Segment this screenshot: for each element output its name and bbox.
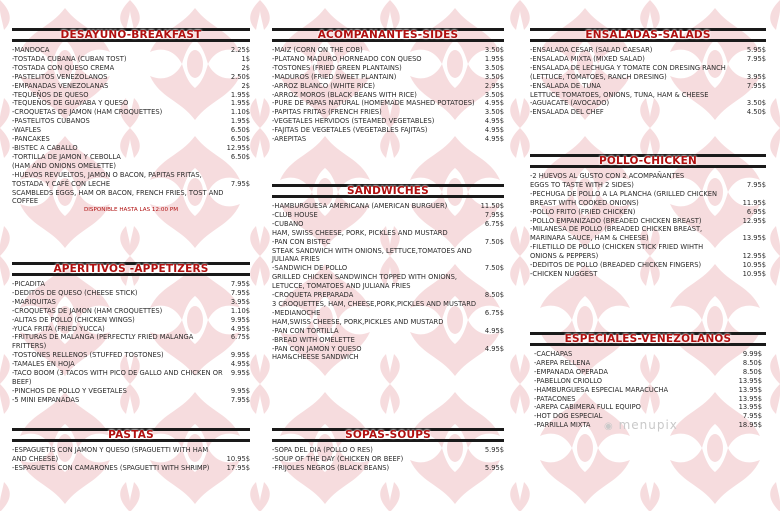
menu-item	[272, 264, 504, 273]
item-price: 13.95$	[738, 394, 762, 403]
item-price: 9.95$	[230, 351, 250, 360]
menu-item	[12, 464, 250, 473]
item-price: 7.95$	[230, 288, 250, 297]
item-name: -PURE DE PAPAS NATURAL (HOMEMADE MASHED POTATOES)	[272, 99, 475, 108]
item-name: -POLLO FRITO (FRIED CHICKEN)	[530, 207, 636, 216]
item-price: 3.50$	[484, 108, 504, 117]
item-price: 3.50$	[484, 72, 504, 81]
item-name: -PABELLON CRIOLLO	[534, 376, 603, 385]
menu-item	[12, 446, 250, 455]
menu-item	[534, 350, 762, 359]
item-name: -ESPAGUETIS CON CAMARONES (SPAGUETTI WITH SHRIMP)	[12, 463, 210, 472]
sandwiches-items	[272, 202, 504, 362]
menu-item	[12, 316, 250, 325]
menu-item	[272, 247, 504, 256]
item-name: -PAN CON JAMON Y QUESO	[272, 344, 362, 353]
item-name: -HAMBURGUESA ESPECIAL MARACUCHA	[534, 385, 669, 394]
item-price: 5.95$	[484, 446, 504, 454]
menu-item	[12, 289, 250, 298]
item-name: 3 CROQUETTES, HAM, CHEESE,PORK,PICKLES AND MUSTARD	[272, 299, 477, 308]
menu-item	[272, 255, 504, 264]
menu-item	[272, 300, 504, 309]
availability-note: DISPONIBLE HASTA LAS 12:00 PM	[83, 207, 179, 214]
item-name: -PASTELITOS VENEZOLANOS	[12, 72, 108, 81]
item-name: -PASTELITOS CUBANOS	[12, 117, 90, 126]
menu-item	[272, 117, 504, 126]
item-name: SCAMBLEDS EGGS, HAM OR BACON, FRENCH FRIES, TOST AND COFFEE	[12, 188, 224, 206]
item-name: -2 HUEVOS AL GUSTO CON 2 ACOMPAÑANTES	[530, 172, 685, 180]
breakfast-section	[12, 28, 250, 215]
menu-item	[272, 345, 504, 354]
item-name: -EMPANADAS VENEZOLANAS	[12, 81, 109, 90]
item-price: 8.50$	[484, 291, 504, 300]
item-price: 11.95$	[742, 198, 766, 207]
item-name: STEAK SANDWICH WITH ONIONS, LETTUCE,TOMATOES AND	[272, 246, 472, 255]
menu-item	[534, 386, 762, 395]
item-price: 13.95$	[738, 376, 762, 385]
item-price: 7.95$	[746, 81, 766, 90]
menu-item	[272, 336, 504, 345]
item-name: -CUBANO	[272, 219, 304, 228]
item-name: -MILANESA DE POLLO (BREADED CHICKEN BREAST,	[530, 225, 703, 234]
item-name: -MARIQUITAS	[12, 297, 56, 306]
menu-item	[272, 55, 504, 64]
item-name: BREAST WITH COOKED ONIONS)	[530, 198, 639, 207]
menu-item	[12, 82, 250, 91]
specials-section	[530, 332, 766, 430]
item-price: 7.95$	[230, 395, 250, 404]
menu-item	[272, 318, 504, 327]
item-name: -TORTILLA DE JAMON Y CEBOLLA	[12, 152, 121, 161]
item-name: -CROQUETAS DE JAMON (HAM CROQUETTES)	[12, 108, 163, 117]
pastas-header	[12, 428, 250, 442]
item-name: -POLLO EMPANIZADO (BREADED CHICKEN BREAST)	[530, 216, 702, 225]
salads-section	[530, 28, 766, 117]
menu-item	[272, 73, 504, 82]
item-name: -PLATANO MADURO HORNEADO CON QUESO	[272, 54, 422, 63]
sandwiches-header	[272, 184, 504, 198]
item-price: 5.95$	[484, 463, 504, 472]
item-name: LETTUCE TOMATOES, ONIONS, TUNA, HAM & CHEESE	[530, 90, 709, 99]
menu-item	[530, 55, 766, 64]
menu-item	[272, 291, 504, 300]
item-name: -FRITURAS DE MALANGA (PERFECTLY FRIED MALANGA FRITTERS)	[12, 333, 194, 351]
menu-item	[272, 99, 504, 108]
item-name: -DEDITOS DE QUESO (CHEESE STICK)	[12, 288, 138, 297]
item-price: 11.50$	[480, 202, 504, 210]
item-price: 10.95$	[742, 269, 766, 278]
menu-item	[272, 273, 504, 282]
item-price: 18.95$	[738, 421, 762, 430]
menu-item	[530, 270, 766, 279]
menu-item	[530, 190, 766, 199]
item-price: 10.95$	[226, 454, 250, 463]
item-name: -ARROZ BLANCO (WHITE RICE)	[272, 81, 375, 90]
menu-item	[272, 91, 504, 100]
appetizers-items	[12, 280, 250, 405]
item-name: -MEDIANOCHE	[272, 308, 321, 317]
item-name: -FILETILLO DE POLLO (CHICKEN STICK FRIED WIHTH	[530, 243, 704, 252]
item-name: -CLUB HOUSE	[272, 210, 318, 219]
item-price: 17.95$	[226, 463, 250, 472]
menu-item	[530, 99, 766, 108]
item-name: -ENSALADA DE LECHUGA Y TOMATE CON DRESING RANCH	[530, 63, 726, 72]
item-name: -TOSTADA CON QUESO CREMA	[12, 63, 115, 72]
item-price: 3.50$	[484, 63, 504, 72]
chicken-items	[530, 172, 766, 279]
sandwiches-section	[272, 184, 504, 362]
menu-item	[12, 171, 250, 180]
item-name: -CACHAPAS	[534, 350, 573, 358]
item-price: 8.50$	[742, 367, 762, 376]
menu-item	[12, 46, 250, 55]
item-name: HAM, SWISS CHEESE, PORK, PICKLES AND MUSTARD	[272, 228, 448, 237]
item-name: -TEQUEÑOS DE QUESO	[12, 90, 89, 99]
breakfast-header	[12, 28, 250, 42]
salads-header	[530, 28, 766, 42]
menu-item	[12, 351, 250, 360]
item-name: -PAN CON BISTEC	[272, 237, 331, 246]
item-name: -TACO BOOM (3 TACOS WITH PICO DE GALLO AND CHICKEN OR BEEF)	[12, 369, 223, 386]
chicken-header	[530, 154, 766, 168]
watermark-text: menupix	[618, 418, 678, 432]
menu-item	[272, 446, 504, 455]
section-title: ESPECIALES-VENEZOLANOS	[564, 333, 732, 345]
item-name: -DEDITOS DE POLLO (BREADED CHICKEN FINGERS)	[530, 261, 702, 270]
item-name: EGGS TO TASTE WITH 2 SIDES)	[530, 180, 634, 189]
item-name: JULIANA FRIES	[272, 255, 320, 264]
item-name: -TAMALES EN HOJA	[12, 360, 75, 369]
menu-item	[272, 64, 504, 73]
specials-header	[530, 332, 766, 346]
item-name: -TOSTADA CUBANA (CUBAN TOST)	[12, 54, 127, 63]
item-name: -PAPITAS FRITAS (FRENCH FRIES)	[272, 108, 382, 117]
menu-item	[12, 55, 250, 64]
menu-item	[530, 208, 766, 217]
appetizers-section	[12, 262, 250, 405]
item-price: 4.95$	[484, 344, 504, 353]
soups-section	[272, 428, 504, 473]
menu-item	[530, 108, 766, 117]
item-price: 4.50$	[746, 108, 766, 117]
item-price: 3.50$	[484, 46, 504, 54]
section-title: DESAYUNO-BREAKFAST	[60, 29, 202, 41]
section-title: ENSALADAS-SALADS	[585, 29, 711, 41]
item-price: 7.95$	[230, 179, 250, 188]
item-name: -AREPA CABIMERA FULL EQUIPO	[534, 403, 641, 412]
camera-icon: ◉	[604, 421, 614, 432]
section-title: SANDWICHES	[347, 185, 429, 197]
item-price: 5.95$	[746, 46, 766, 54]
item-name: -MADUROS (FRIED SWEET PLANTAIN)	[272, 72, 397, 81]
menu-item	[530, 261, 766, 270]
item-price: 3.50$	[746, 99, 766, 108]
item-price: 4.95$	[484, 326, 504, 335]
item-price: 6.75$	[230, 333, 250, 342]
pastas-items	[12, 446, 250, 473]
item-price: 1.10$	[230, 306, 250, 315]
item-name: -AGUACATE (AVOCADO)	[530, 99, 610, 108]
item-name: -FAJITAS DE VEGETALES (VEGETABLES FAJITAS)	[272, 126, 428, 135]
sides-header	[272, 28, 504, 42]
menu-item	[12, 117, 250, 126]
menu-item	[530, 181, 766, 190]
menu-item	[12, 189, 250, 207]
item-name: -CHICKEN NUGGEST	[530, 269, 598, 278]
item-price: 10.95$	[742, 261, 766, 270]
menu-item	[272, 353, 504, 362]
item-price: 4.95$	[484, 99, 504, 108]
menu-item	[530, 217, 766, 226]
breakfast-items	[12, 46, 250, 206]
item-price: 7.95$	[746, 180, 766, 189]
item-price: 7.95$	[746, 54, 766, 63]
item-name: -TOSTONES RELLENOS (STUFFED TOSTONES)	[12, 351, 164, 360]
menu-item	[530, 64, 766, 73]
soups-header	[272, 428, 504, 442]
item-name: HAM&CHEESE SANDWICH	[272, 353, 359, 362]
menu-item	[272, 202, 504, 211]
item-price: 9.95$	[230, 315, 250, 324]
item-price: 6.95$	[746, 207, 766, 216]
item-price: 6.50$	[230, 152, 250, 161]
item-price: 2.95$	[484, 81, 504, 90]
item-name: -PECHUGA DE POLLO A LA PLANCHA (GRILLED CHICKEN	[530, 189, 718, 198]
menu-item	[272, 108, 504, 117]
menu-item	[530, 225, 766, 234]
item-price: 2.25$	[230, 46, 250, 54]
menu-item	[530, 172, 766, 181]
item-name: TOSTADA Y CAFÉ CON LECHE	[12, 179, 111, 188]
item-name: -PICADITA	[12, 280, 45, 288]
menu-item	[12, 73, 250, 82]
menu-item	[534, 377, 762, 386]
item-name: -ENSALADA MIXTA (MIXED SALAD)	[530, 54, 645, 63]
item-price: 12.95$	[226, 143, 250, 152]
item-price: 6.75$	[484, 308, 504, 317]
menu-item	[530, 243, 766, 252]
section-title: PASTAS	[108, 429, 154, 441]
item-price: 1$	[241, 54, 250, 63]
appetizers-header	[12, 262, 250, 276]
item-name: -PINCHOS DE POLLO Y VEGETALES	[12, 386, 127, 395]
item-name: -PARRILLA MIXTA	[534, 421, 591, 430]
pastas-section	[12, 428, 250, 473]
item-name: -BISTEC A CABALLO	[12, 143, 78, 152]
item-name: -PATACONES	[534, 394, 576, 403]
item-price: 7.95$	[484, 210, 504, 219]
item-name: -AREPITAS	[272, 135, 307, 144]
item-name: -ARROZ MOROS (BLACK BEANS WITH RICE)	[272, 90, 417, 99]
item-price: 4.95$	[484, 117, 504, 126]
item-price: 4.95$	[230, 324, 250, 333]
item-price: 7.95$	[742, 412, 762, 421]
menu-item	[272, 126, 504, 135]
menu-item	[530, 252, 766, 261]
menu-item	[12, 369, 250, 387]
item-price: 6.75$	[484, 219, 504, 228]
item-price: 2$	[241, 63, 250, 72]
section-title: SOPAS-SOUPS	[345, 429, 431, 441]
menu-item	[272, 238, 504, 247]
item-price: 4.95$	[484, 135, 504, 144]
item-name: -WAFLES	[12, 126, 42, 135]
menu-item	[12, 396, 250, 405]
item-name: -TEQUEÑOS DE GUAYABA Y QUESO	[12, 99, 129, 108]
item-price: 3.95$	[230, 297, 250, 306]
item-name: -ESPAGUETIS CON JAMON Y QUESO (SPAGUETTI WITH HAM	[12, 446, 209, 454]
salads-items	[530, 46, 766, 117]
item-name: -CROQUETAS DE JAMON (HAM CROQUETTES)	[12, 306, 163, 315]
item-name: MARINARA SAUCE, HAM & CHEESE)	[530, 234, 649, 243]
menu-item	[12, 162, 250, 171]
item-price: 6.50$	[230, 135, 250, 144]
menu-item	[12, 455, 250, 464]
item-name: -MANDOCA	[12, 46, 50, 54]
item-price: 1.95$	[230, 117, 250, 126]
item-name: -FRIJOLES NEGROS (BLACK BEANS)	[272, 463, 390, 472]
item-price: 9.95$	[230, 369, 250, 378]
menu-item	[12, 360, 250, 369]
section-title: ACOMPANANTES-SIDES	[317, 29, 459, 41]
menu-item	[12, 325, 250, 334]
item-price: 7.50$	[484, 237, 504, 246]
item-price: 1.10$	[230, 108, 250, 117]
item-price: 3.50$	[484, 90, 504, 99]
item-price: 1.95$	[484, 54, 504, 63]
section-title: POLLO-CHICKEN	[599, 155, 697, 167]
item-price: 1.95$	[230, 90, 250, 99]
item-name: ONIONS & PEPPERS)	[530, 252, 599, 261]
menu-item	[12, 64, 250, 73]
item-price: 6.50$	[230, 126, 250, 135]
menu-item	[534, 359, 762, 368]
section-title: APERITIVOS -APPETIZERS	[53, 263, 209, 275]
menu-item	[12, 333, 250, 351]
item-name: -VEGETALES HERVIDOS (STEAMED VEGETABLES)	[272, 117, 435, 126]
menu-item	[272, 464, 504, 473]
item-name: -CROQUETA PREPARADA	[272, 291, 354, 300]
item-price: 12.95$	[742, 216, 766, 225]
item-name: -SOUP OF THE DAY (CHICKEN OR BEEF)	[272, 454, 404, 463]
item-name: -SANDWICH DE POLLO	[272, 264, 348, 273]
item-price: 7.50$	[484, 264, 504, 273]
item-price: 8.50$	[742, 358, 762, 367]
sides-section	[272, 28, 504, 144]
item-name: LETUCCE, TOMATOES AND JULIANA FRIES	[272, 282, 411, 291]
item-name: -PANCAKES	[12, 135, 50, 144]
menu-item	[272, 309, 504, 318]
item-name: -YUCA FRITA (FRIED YUCCA)	[12, 324, 105, 333]
menu-item	[534, 403, 762, 412]
menu-item	[12, 387, 250, 396]
item-name: GRILLED CHICKEN SANDWINCH TOPPED WITH ONIONS,	[272, 273, 457, 282]
menu-item	[12, 99, 250, 108]
menu-item	[12, 144, 250, 153]
item-name: -HUEVOS REVUELTOS, JAMON O BACON, PAPITAS FRITAS,	[12, 170, 202, 179]
item-price: 13.95$	[742, 234, 766, 243]
item-name: -AREPA RELLENA	[534, 358, 591, 367]
item-name: -EMPANADA OPERADA	[534, 367, 608, 376]
menu-item	[272, 135, 504, 144]
menu-item	[530, 91, 766, 100]
item-price: 13.95$	[738, 403, 762, 412]
watermark	[604, 418, 678, 432]
menu-item	[12, 180, 250, 189]
menu-item	[12, 307, 250, 316]
item-name: -ALITAS DE POLLO (CHICKEN WINGS)	[12, 315, 135, 324]
item-price: 3.95$	[746, 72, 766, 81]
menu-item	[530, 73, 766, 82]
menu-item	[272, 82, 504, 91]
chicken-section	[530, 154, 766, 279]
menu-item	[534, 368, 762, 377]
item-price: 13.95$	[738, 385, 762, 394]
menu-item	[272, 220, 504, 229]
item-price: 9.95$	[230, 386, 250, 395]
item-price: 12.95$	[742, 252, 766, 261]
item-name: -5 MINI EMPANADAS	[12, 395, 80, 404]
menu-item	[12, 298, 250, 307]
menu-item	[530, 199, 766, 208]
menu-item	[534, 395, 762, 404]
sides-items	[272, 46, 504, 144]
menu-item	[12, 280, 250, 289]
menu-item	[12, 135, 250, 144]
item-name: -HOT DOG ESPECIAL	[534, 412, 603, 421]
menu-item	[530, 234, 766, 243]
item-name: -ENSALADA DEL CHEF	[530, 108, 604, 117]
menu-item	[12, 153, 250, 162]
menu-item	[272, 211, 504, 220]
menu-item	[272, 282, 504, 291]
item-price: 4.95$	[230, 360, 250, 369]
item-price: 9.99$	[742, 350, 762, 358]
item-price: 1.95$	[230, 99, 250, 108]
item-name: -PAN CON TORTILLA	[272, 326, 339, 335]
item-name: -TOSTONES (FRIED GREEN PLANTAINS)	[272, 63, 402, 72]
menu-item	[12, 108, 250, 117]
item-price: 2$	[241, 81, 250, 90]
menu-item	[272, 46, 504, 55]
item-name: -ENSALADA CESAR (SALAD CAESAR)	[530, 46, 653, 54]
item-price: 7.95$	[230, 280, 250, 288]
item-name: -SOPA DEL DIA (POLLO O RES)	[272, 446, 373, 454]
menu-item	[530, 46, 766, 55]
item-name: HAM,SWISS CHEESE, PORK,PICKLES AND MUSTARD	[272, 317, 444, 326]
item-name: AND CHEESE)	[12, 454, 59, 463]
item-price: 4.95$	[484, 126, 504, 135]
item-price: 2.50$	[230, 72, 250, 81]
soups-items	[272, 446, 504, 473]
menu-item	[272, 327, 504, 336]
item-name: -ENSALADA DE TUNA	[530, 81, 601, 90]
item-name: (HAM AND ONIONS OMELETTE)	[12, 161, 116, 170]
item-name: -HAMBURGUESA AMERICANA (AMERICAN BURGUER)	[272, 202, 448, 210]
item-name: -MAIZ (CORN ON THE COB)	[272, 46, 363, 54]
menu-item	[12, 126, 250, 135]
menu-item	[272, 455, 504, 464]
item-name: (LETTUCE, TOMATOES, RANCH DRESING)	[530, 72, 667, 81]
menu-item	[272, 229, 504, 238]
menu-item	[530, 82, 766, 91]
item-name: -BREAD WITH OMELETTE	[272, 335, 355, 344]
